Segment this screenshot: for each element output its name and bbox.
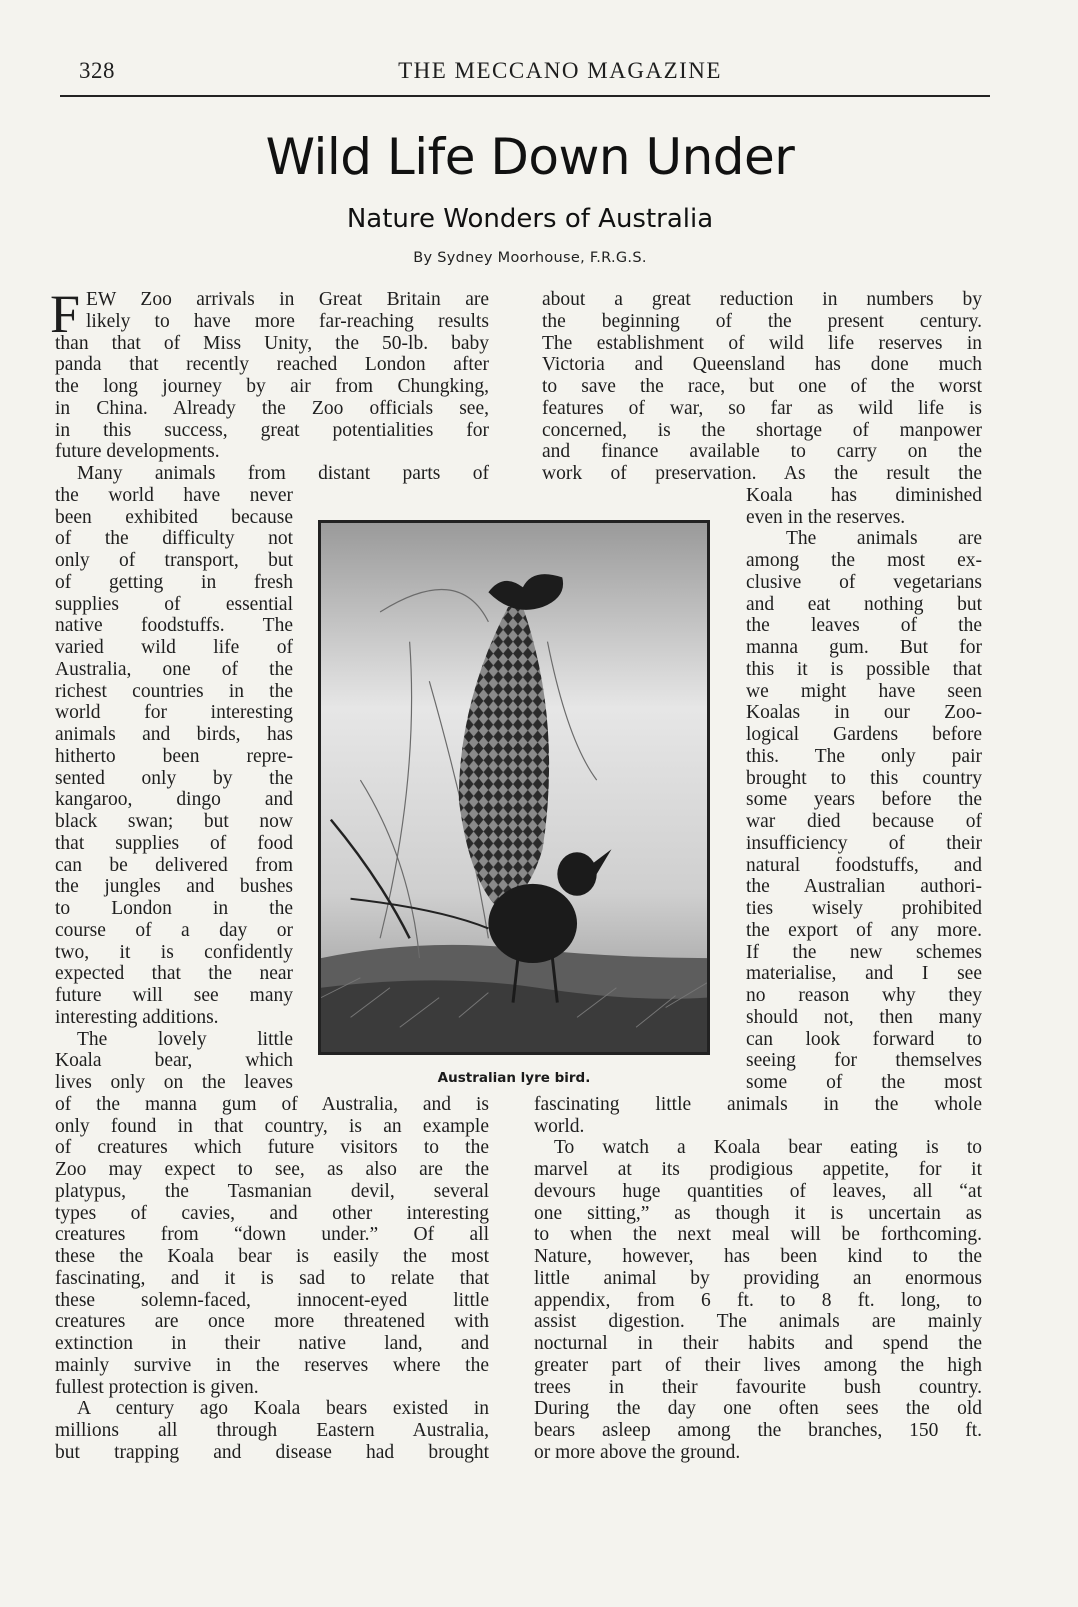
text-line: The animals are bbox=[786, 528, 982, 550]
text-line: can look forward to bbox=[746, 1028, 982, 1050]
text-line: the Australian authori- bbox=[746, 876, 982, 898]
text-line: one sitting,” as though it is uncertain as bbox=[534, 1202, 982, 1224]
text-line: in China. Already the Zoo officials see, bbox=[55, 397, 489, 419]
text-line: some years before the bbox=[746, 789, 982, 811]
text-line: platypus, the Tasmanian devil, several bbox=[55, 1180, 489, 1202]
header-rule bbox=[60, 95, 990, 97]
text-line: types of cavies, and other interesting bbox=[55, 1202, 489, 1224]
text-line: A century ago Koala bears existed in bbox=[77, 1398, 489, 1420]
text-line: than that of Miss Unity, the 50-lb. baby bbox=[55, 332, 489, 354]
text-line: the long journey by air from Chungking, bbox=[55, 376, 489, 397]
text-line: assist digestion. The animals are mainly bbox=[534, 1311, 982, 1333]
text-line: manna gum. But for bbox=[746, 637, 982, 658]
text-line: creatures from “down under.” Of all bbox=[55, 1224, 489, 1246]
text-line: and eat nothing but bbox=[746, 593, 982, 615]
text-line: insufficiency of their bbox=[746, 832, 982, 854]
text-line: the jungles and bushes bbox=[55, 876, 293, 898]
text-line: to save the race, but one of the worst bbox=[542, 376, 982, 397]
text-line: Koalas in our Zoo- bbox=[746, 702, 982, 724]
text-line: greater part of their lives among the high bbox=[534, 1354, 982, 1376]
text-line: course of a day or bbox=[55, 919, 293, 941]
text-line: fascinating, and it is sad to relate that bbox=[55, 1267, 489, 1289]
text-line: millions all through Eastern Australia, bbox=[55, 1420, 489, 1441]
text-line: been exhibited because bbox=[55, 506, 293, 528]
text-line: work of preservation. As the result the bbox=[542, 463, 982, 484]
text-line: creatures are once more threatened with bbox=[55, 1311, 489, 1333]
text-line: devours huge quantities of leaves, all “at bbox=[534, 1180, 982, 1202]
text-line: this. The only pair bbox=[746, 745, 982, 767]
text-line: fascinating little animals in the whole bbox=[534, 1093, 982, 1115]
text-line: some of the most bbox=[746, 1072, 982, 1093]
text-line: the beginning of the present century. bbox=[542, 310, 982, 332]
text-line: the world have never bbox=[55, 484, 293, 506]
text-line: of creatures which future visitors to the bbox=[55, 1137, 489, 1159]
text-line: black swan; but now bbox=[55, 811, 293, 832]
text-line: clusive of vegetarians bbox=[746, 571, 982, 593]
text-line: features of war, so far as wild life is bbox=[542, 397, 982, 419]
text-line: among the most ex- bbox=[746, 550, 982, 571]
photo-caption: Australian lyre bird. bbox=[437, 1070, 591, 1086]
text-line: little animal by providing an enormous bbox=[534, 1267, 982, 1289]
text-line: even in the reserves. bbox=[746, 506, 906, 528]
text-line: should not, then many bbox=[746, 1006, 982, 1028]
text-line: two, it is confidently bbox=[55, 941, 293, 963]
text-line: this it is possible that bbox=[746, 658, 982, 680]
text-line: Koala has diminished bbox=[746, 484, 982, 506]
text-line: richest countries in the bbox=[55, 680, 293, 702]
article-title: Wild Life Down Under bbox=[265, 128, 795, 186]
text-line: nocturnal in their habits and spend the bbox=[534, 1333, 982, 1354]
drop-cap: F bbox=[50, 284, 81, 344]
text-line: panda that recently reached London after bbox=[55, 354, 489, 376]
text-line: lives only on the leaves bbox=[55, 1072, 293, 1093]
text-line: war died because of bbox=[746, 811, 982, 832]
article-byline: By Sydney Moorhouse, F.R.G.S. bbox=[413, 250, 647, 266]
text-line: hitherto been repre- bbox=[55, 745, 293, 767]
text-line: Victoria and Queensland has done much bbox=[542, 354, 982, 376]
text-line: no reason why they bbox=[746, 985, 982, 1006]
text-line: to when the next meal will be forthcoming. bbox=[534, 1224, 982, 1246]
text-line: appendix, from 6 ft. to 8 ft. long, to bbox=[534, 1289, 982, 1311]
text-line: and finance available to carry on the bbox=[542, 441, 982, 463]
text-line: sented only by the bbox=[55, 767, 293, 789]
text-line: trees in their favourite bush country. bbox=[534, 1376, 982, 1398]
text-line: During the day one often sees the old bbox=[534, 1398, 982, 1420]
text-line: natural foodstuffs, and bbox=[746, 854, 982, 876]
text-line: If the new schemes bbox=[746, 941, 982, 963]
text-line: of the manna gum of Australia, and is bbox=[55, 1093, 489, 1115]
text-line: Koala bear, which bbox=[55, 1050, 293, 1072]
text-line: the export of any more. bbox=[746, 919, 982, 941]
text-line: we might have seen bbox=[746, 680, 982, 702]
text-line: supplies of essential bbox=[55, 593, 293, 615]
text-line: The establishment of wild life reserves in bbox=[542, 332, 982, 354]
text-line: native foodstuffs. The bbox=[55, 615, 293, 637]
text-line: mainly survive in the reserves where the bbox=[55, 1354, 489, 1376]
text-line: logical Gardens before bbox=[746, 724, 982, 745]
text-line: of getting in fresh bbox=[55, 571, 293, 593]
text-line: only of transport, but bbox=[55, 550, 293, 571]
text-line: future developments. bbox=[55, 441, 220, 463]
text-line: fullest protection is given. bbox=[55, 1376, 259, 1398]
text-line: varied wild life of bbox=[55, 637, 293, 658]
running-title: THE MECCANO MAGAZINE bbox=[398, 58, 722, 83]
text-line: future will see many bbox=[55, 985, 293, 1006]
text-line: interesting additions. bbox=[55, 1006, 219, 1028]
text-line: bears asleep among the branches, 150 ft. bbox=[534, 1420, 982, 1441]
text-line: expected that the near bbox=[55, 963, 293, 985]
text-line: Zoo may expect to see, as also are the bbox=[55, 1159, 489, 1180]
text-line: EW Zoo arrivals in Great Britain are bbox=[86, 289, 489, 310]
text-line: materialise, and I see bbox=[746, 963, 982, 985]
text-line: Australia, one of the bbox=[55, 658, 293, 680]
text-line: To watch a Koala bear eating is to bbox=[554, 1137, 982, 1159]
text-line: seeing for themselves bbox=[746, 1050, 982, 1072]
text-line: extinction in their native land, and bbox=[55, 1333, 489, 1354]
text-line: world. bbox=[534, 1115, 585, 1137]
text-line: concerned, is the shortage of manpower bbox=[542, 419, 982, 441]
text-line: brought to this country bbox=[746, 767, 982, 789]
text-line: can be delivered from bbox=[55, 854, 293, 876]
text-line: animals and birds, has bbox=[55, 724, 293, 745]
text-line: these the Koala bear is easily the most bbox=[55, 1246, 489, 1267]
text-line: these solemn-faced, innocent-eyed little bbox=[55, 1289, 489, 1311]
text-line: Nature, however, has been kind to the bbox=[534, 1246, 982, 1267]
text-line: about a great reduction in numbers by bbox=[542, 289, 982, 310]
text-line: kangaroo, dingo and bbox=[55, 789, 293, 811]
text-line: to London in the bbox=[55, 898, 293, 919]
text-line: ties wisely prohibited bbox=[746, 898, 982, 919]
text-line: that supplies of food bbox=[55, 832, 293, 854]
text-line: marvel at its prodigious appetite, for it bbox=[534, 1159, 982, 1180]
text-line: Many animals from distant parts of bbox=[77, 463, 489, 484]
article-subtitle: Nature Wonders of Australia bbox=[346, 204, 714, 234]
text-line: likely to have more far-reaching results bbox=[86, 310, 489, 332]
text-line: only found in that country, is an example bbox=[55, 1115, 489, 1137]
lyre-bird-photo bbox=[318, 520, 710, 1055]
text-line: or more above the ground. bbox=[534, 1441, 741, 1463]
text-line: the leaves of the bbox=[746, 615, 982, 637]
text-line: but trapping and disease had brought bbox=[55, 1441, 489, 1463]
text-line: The lovely little bbox=[77, 1028, 293, 1050]
page-number: 328 bbox=[79, 58, 115, 83]
text-line: world for interesting bbox=[55, 702, 293, 724]
text-line: of the difficulty not bbox=[55, 528, 293, 550]
text-line: in this success, great potentialities for bbox=[55, 419, 489, 441]
